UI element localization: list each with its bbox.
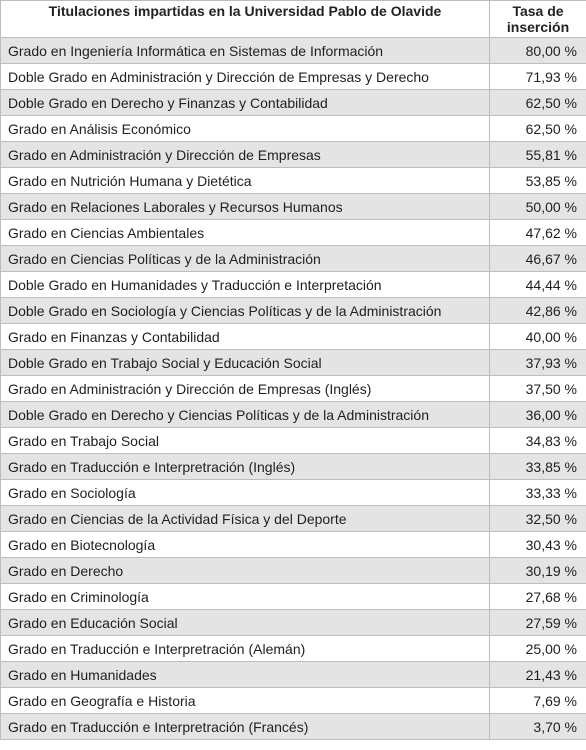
table-header — [1, 1, 586, 38]
degree-cell: Doble Grado en Derecho y Finanzas y Contabilidad — [1, 90, 490, 116]
table-row — [1, 688, 586, 714]
rate-cell: 37,50 % — [490, 376, 586, 402]
table-row — [1, 194, 586, 220]
degree-cell: Grado en Finanzas y Contabilidad — [1, 324, 490, 350]
degree-cell: Grado en Derecho — [1, 558, 490, 584]
table-row — [1, 90, 586, 116]
degree-cell: Doble Grado en Humanidades y Traducción e Interpretación — [1, 272, 490, 298]
degree-cell: Grado en Trabajo Social — [1, 428, 490, 454]
degree-cell: Grado en Ciencias Ambientales — [1, 220, 490, 246]
rate-cell: 71,93 % — [490, 64, 586, 90]
table-row — [1, 558, 586, 584]
rate-cell: 44,44 % — [490, 272, 586, 298]
rate-cell: 7,69 % — [490, 688, 586, 714]
table-row — [1, 714, 586, 740]
degree-cell: Grado en Educación Social — [1, 610, 490, 636]
degree-cell: Grado en Análisis Económico — [1, 116, 490, 142]
table-row — [1, 246, 586, 272]
header-row — [1, 1, 586, 38]
rate-cell: 3,70 % — [490, 714, 586, 740]
table-row — [1, 662, 586, 688]
rate-cell: 80,00 % — [490, 38, 586, 64]
table-row — [1, 402, 586, 428]
degree-cell: Grado en Geografía e Historia — [1, 688, 490, 714]
rate-cell: 40,00 % — [490, 324, 586, 350]
rate-cell: 36,00 % — [490, 402, 586, 428]
table-row — [1, 272, 586, 298]
table-body — [1, 38, 586, 740]
table-row — [1, 220, 586, 246]
table-row — [1, 584, 586, 610]
header-rate: Tasa de inserción — [490, 1, 586, 38]
rate-cell: 53,85 % — [490, 168, 586, 194]
degree-cell: Grado en Humanidades — [1, 662, 490, 688]
table-row — [1, 350, 586, 376]
degree-cell: Doble Grado en Administración y Dirección de Empresas y Derecho — [1, 64, 490, 90]
rate-cell: 21,43 % — [490, 662, 586, 688]
table-row — [1, 610, 586, 636]
table-row — [1, 532, 586, 558]
degree-cell: Grado en Traducción e Interpretración (Alemán) — [1, 636, 490, 662]
rate-cell: 55,81 % — [490, 142, 586, 168]
degree-cell: Grado en Relaciones Laborales y Recursos Humanos — [1, 194, 490, 220]
rate-cell: 25,00 % — [490, 636, 586, 662]
rate-cell: 47,62 % — [490, 220, 586, 246]
table-row — [1, 168, 586, 194]
rate-cell: 33,33 % — [490, 480, 586, 506]
rate-cell: 37,93 % — [490, 350, 586, 376]
rate-cell: 30,43 % — [490, 532, 586, 558]
table-row — [1, 480, 586, 506]
table-row — [1, 38, 586, 64]
degree-cell: Grado en Sociología — [1, 480, 490, 506]
rate-cell: 30,19 % — [490, 558, 586, 584]
degree-cell: Grado en Administración y Dirección de Empresas (Inglés) — [1, 376, 490, 402]
degree-cell: Doble Grado en Trabajo Social y Educación Social — [1, 350, 490, 376]
rate-cell: 62,50 % — [490, 90, 586, 116]
rate-cell: 34,83 % — [490, 428, 586, 454]
degree-cell: Grado en Biotecnología — [1, 532, 490, 558]
degree-cell: Grado en Ciencias de la Actividad Física y del Deporte — [1, 506, 490, 532]
rate-cell: 42,86 % — [490, 298, 586, 324]
header-degree: Titulaciones impartidas en la Universidad Pablo de Olavide — [1, 1, 490, 38]
degree-cell: Grado en Administración y Dirección de Empresas — [1, 142, 490, 168]
table-row — [1, 142, 586, 168]
rate-cell: 50,00 % — [490, 194, 586, 220]
table-row — [1, 376, 586, 402]
rate-cell: 33,85 % — [490, 454, 586, 480]
degree-cell: Grado en Ingeniería Informática en Sistemas de Información — [1, 38, 490, 64]
degree-cell: Grado en Traducción e Interpretración (Inglés) — [1, 454, 490, 480]
rate-cell: 27,68 % — [490, 584, 586, 610]
table-row — [1, 454, 586, 480]
table-row — [1, 428, 586, 454]
table-row — [1, 116, 586, 142]
table-row — [1, 324, 586, 350]
degree-cell: Grado en Criminología — [1, 584, 490, 610]
degree-cell: Doble Grado en Sociología y Ciencias Políticas y de la Administración — [1, 298, 490, 324]
rate-cell: 62,50 % — [490, 116, 586, 142]
degree-cell: Grado en Ciencias Políticas y de la Administración — [1, 246, 490, 272]
degree-cell: Doble Grado en Derecho y Ciencias Políticas y de la Administración — [1, 402, 490, 428]
table-row — [1, 636, 586, 662]
rate-cell: 32,50 % — [490, 506, 586, 532]
table-row — [1, 298, 586, 324]
degree-cell: Grado en Traducción e Interpretración (Francés) — [1, 714, 490, 740]
rate-cell: 46,67 % — [490, 246, 586, 272]
rate-cell: 27,59 % — [490, 610, 586, 636]
table-row — [1, 506, 586, 532]
table-row — [1, 64, 586, 90]
degree-cell: Grado en Nutrición Humana y Dietética — [1, 168, 490, 194]
